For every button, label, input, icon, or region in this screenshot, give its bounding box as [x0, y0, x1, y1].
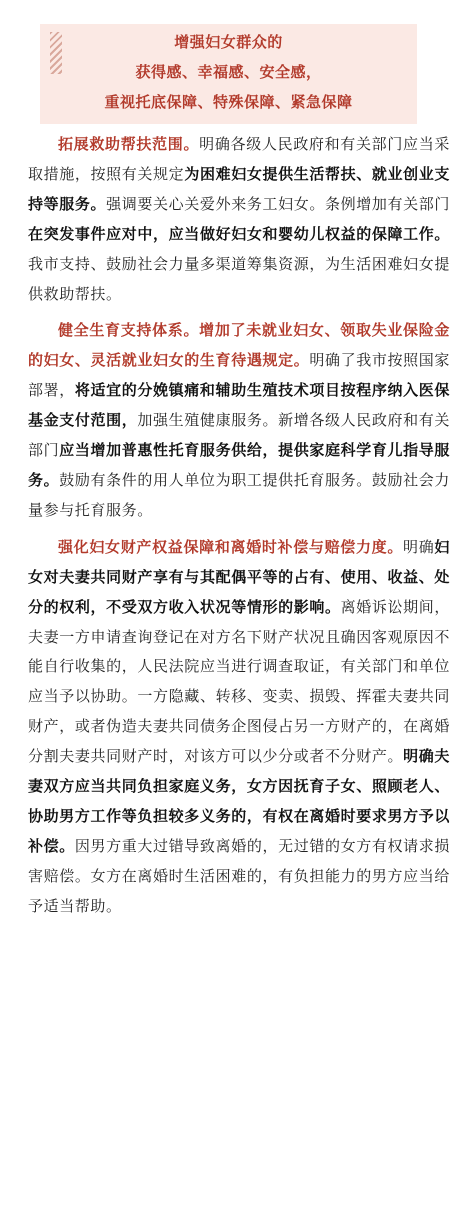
paragraph-text: 因男方重大过错导致离婚的，无过错的女方有权请求损害赔偿。女方在离婚时生活困难的，有负担能力的男方应当给予适当帮助。	[28, 836, 450, 915]
paragraph-emphasis: 明确夫妻双方应当共同负担家庭义务，女方因抚育子女、照顾老人、协助男方工作等负担较多义务的，有权在离婚时要求男方予以补偿。	[28, 747, 450, 855]
paragraph-emphasis: 为困难妇女提供生活帮扶、就业创业支持等服务。	[28, 164, 450, 213]
paragraph-text: 离婚诉讼期间，夫妻一方申请查询登记在对方名下财产状况且确因客观原因不能自行收集的，人民法院应当进行调查取证，有关部门和单位应当予以协助。一方隐藏、转移、变卖、损毁、挥霍夫妻共同财产，或者伪造夫妻共同债务企图侵占另一方财产的，在离婚分割夫妻共同财产时，对该方可以少分或者不分财产。	[28, 597, 450, 766]
paragraph-emphasis: 应当增加普惠性托育服务供给，提供家庭科学育儿指导服务。	[28, 441, 450, 489]
header-line-3: 重视托底保障、特殊保障、紧急保障	[104, 93, 353, 111]
paragraph-text: 明确了我市按照国家部署，	[28, 351, 450, 400]
header-banner	[40, 24, 417, 124]
paragraph-text: 我市支持、鼓励社会力量多渠道筹集资源，为生活困难妇女提供救助帮扶。	[28, 254, 450, 303]
paragraph-relief	[28, 130, 450, 309]
paragraph-heading: 健全生育支持体系。增加了未就业妇女、领取失业保险金的妇女、灵活就业妇女的生育待遇规定。	[28, 321, 450, 370]
header-line-1: 增强妇女群众的	[174, 33, 283, 51]
article-body	[28, 130, 450, 922]
paragraph-text: 强调要关心关爱外来务工妇女。条例增加有关部门	[106, 194, 450, 213]
paragraph-text: 明确	[403, 537, 435, 556]
paragraph-property	[28, 533, 450, 922]
paragraph-emphasis: 将适宜的分娩镇痛和辅助生殖技术项目按程序纳入医保基金支付范围，	[28, 381, 450, 430]
paragraph-emphasis: 在突发事件应对中，应当做好妇女和婴幼儿权益的保障工作。	[28, 224, 450, 243]
paragraph-emphasis: 妇女对夫妻共同财产享有与其配偶平等的占有、使用、收益、处分的权利，不受双方收入状况等情形的影响。	[28, 537, 451, 616]
paragraph-text: 加强生殖健康服务。新增各级人民政府和有关部门	[28, 411, 450, 460]
paragraph-heading: 拓展救助帮扶范围。	[58, 135, 200, 153]
header-line-2: 获得感、幸福感、安全感，	[135, 63, 322, 81]
paragraph-maternity	[28, 316, 450, 525]
paragraph-text: 明确各级人民政府和有关部门应当采取措施，按照有关规定	[28, 135, 450, 183]
paragraph-text: 鼓励有条件的用人单位为职工提供托育服务。鼓励社会力量参与托育服务。	[28, 470, 450, 519]
paragraph-heading: 强化妇女财产权益保障和离婚时补偿与赔偿力度。	[58, 537, 404, 556]
